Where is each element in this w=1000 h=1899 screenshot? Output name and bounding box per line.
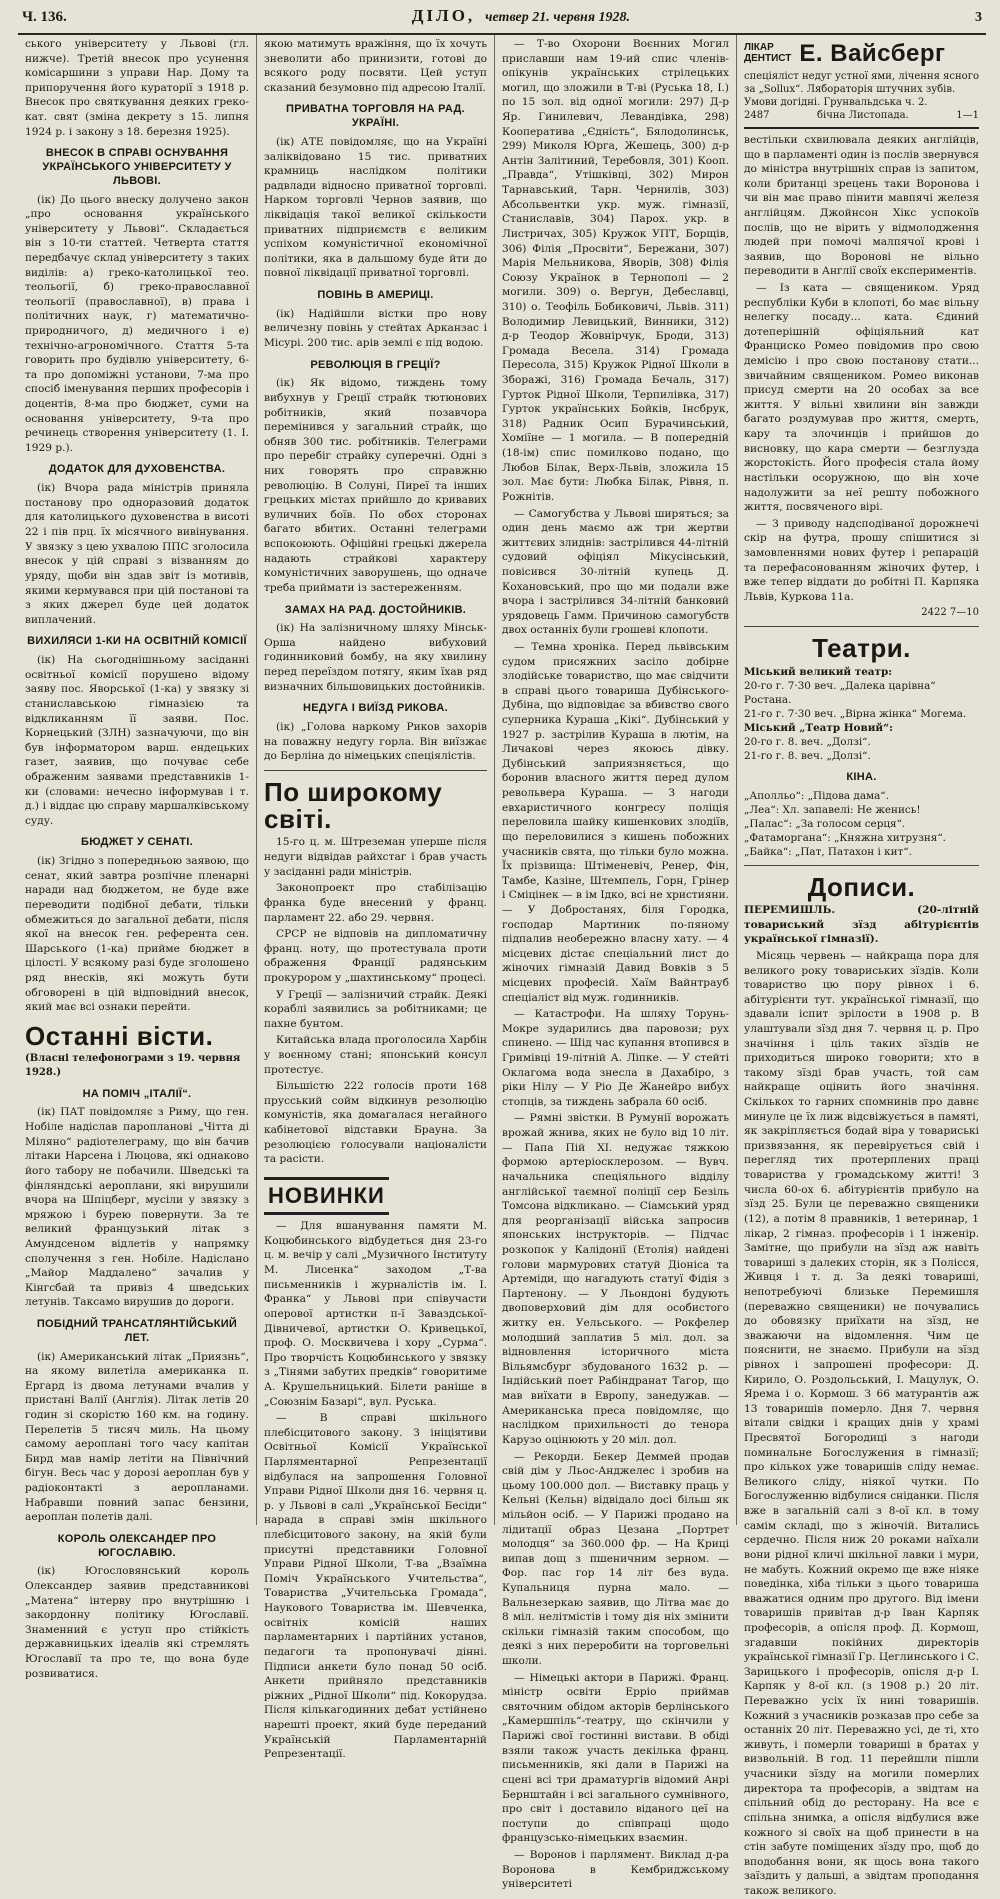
article-heading: НЕДУГА І ВИЇЗД РИКОВА. (303, 702, 448, 715)
article-text: (ік) „Голова наркому Риков захорів на поважну недугу горла. Він виїзжає до Берліна до німецьких спеціялістів. (264, 721, 487, 763)
article-text: якою матимуть вражіння, що їх хочуть зневолити або принизити, готові до всякого роду посвяти. Цей уступ сказаний безумовно під адресою Італії. (264, 38, 487, 94)
ad-header (744, 37, 979, 70)
article-heading: ПРИВАТНА ТОРГОВЛЯ НА РАД. УКРАЇНІ. (286, 103, 465, 130)
article-heading: ПОБІДНИЙ ТРАНСАТЛЯНТІЙСЬКИЙ ЛЕТ. (36, 1318, 238, 1344)
article-text: (ік) Американський літак „Приязнь“, на якому вилетіла американка п. Ергард із двома летунами вчалив у пристані Валії (Англія). Літак летів 20 годин зі скорістю 160 км. на годину. Перелетів 5 тисяч миль. На цьому самому аероплані того часу капітан Бирд мав намір летіти на Північний бігун. Весь час у дорозі аероплан був у радіоконтакті з аеропланами. Набравши повний запас бензини, аероплан полетів далі. (25, 1350, 249, 1524)
column-3 (494, 35, 736, 1891)
theatre-show: 20-го г. 7·30 веч. „Далека царівна“ Ростана. (744, 679, 936, 706)
column-2 (256, 35, 494, 1761)
article-text: (ік) Згідно з попередньою заявою, що сенат, який завтра розпічне пленарні наради над бюджетом, не буде вже переводити подібної дебати, тільки обмежиться до загальної дебати, після якої на внесок ген. референта сен. Шарського (1-ка) прийме бюджет в цілості. У всякому разі буде зголошено ряд внесків, які можуть бути обговорені в цій відповідний внесок, який має всі ознаки перейти. (25, 855, 249, 1014)
cinema-show: „Леа“: Хл. запавелі: Не женись! (744, 803, 921, 816)
ad-code: 1—1 (956, 110, 979, 122)
article-text: У Греції — залізничий страйк. Деякі кораблі заявились за робітниками; це пахне бунтом. (264, 988, 487, 1030)
article-text: — З приводу надсподіваної дорожнечі скір на футра, прошу спішитися зі замовленнями нових футер і репарацій та перефасонованням жіночих футер, і вже тепер віддати до робітні П. Карпяка Львів, Куркова 11а. (744, 517, 979, 603)
article-text: Більшістю 222 голосів проти 168 прусський сойм відкинув резолюцію комуністів, яка домагалася негайного кабінетової відставки Брауна. За резолюцією голосували націоналісти та расісти. (264, 1080, 487, 1166)
article-text: вестільки схвилювала деяких англійців, що в парламенті один із послів звернувся до міністра внутрішніх справ із запитом, коли британці зрецень таки Воронова і чи він має право пінити мавпячі железя англійцям. Джойнсон Хікс успокоїв послів, що не вірить у відмолодження людей при помочі малпячої крові і заявив, що Воронові не вільно переводити в Англії своїх експериментів. (744, 133, 979, 278)
page-number: 3 (975, 10, 982, 25)
article-text: Китайська влада проголосила Харбін у воєнному стані; японський консул протестує. (264, 1034, 487, 1076)
article-heading: БЮДЖЕТ У СЕНАТІ. (80, 836, 194, 849)
masthead-center (412, 6, 630, 26)
article-text: 15-го ц. м. Штреземан уперше після недуги відвідав райхстаг і брав участь у засіданні ради міністрів. (264, 836, 487, 878)
newspaper-title: ДІЛО, (411, 6, 476, 25)
cinema-show: „Аполльо“: „Підова дама“. (744, 789, 889, 802)
article-text: — Для вшанування памяти М. Коцюбинського відбудеться дня 23-го ц. м. вечір у салі „Музичного Інституту М. Лисенка“ заходом „Т-ва письменників і журналістів ім. І. Франка“ у Львові при співучасти оперової артистки п-ї Заваздської-Дівничевої, артистки О. Кривецької, проф. О. Москвичева і хору „Сурма“. Про творчість Коцюбинського у звязку з „Тінями забутих предків“ говоритиме А. Крушельницький. Білети раніше в „Союзнім Базарі“, вул. Руська. (264, 1220, 487, 1408)
article-text: (ік) Вчора рада міністрів приняла постанову про одноразовий додаток для католицького духовенства в висоті 22 і пів прц. їх місячного вивінування. У звязку з цею ухвалою ППС зголосила внесок у цій справі з візванням до уряду, щоби він здав звіт із мотивів, якими кермувався при цій постанові та з яких джерел буде цей додаток виплачений. (25, 482, 249, 626)
article-text: Законопроект про стабілізацію франка буде внесений у франц. парламент 22. або 29. червня. (264, 882, 487, 924)
ad-name: Е. Вайсберг (799, 40, 946, 67)
article-text: Місяць червень — найкраща пора для великого року товариських зїздів. Коли товариство цю пору рівнох і 6. абітурієнти тут. української гімназії, що здавали іспит зрілости в 1908 р. В улаштували зїзд дня 7. червня ц. р. Про значіння і ціль таких зїздів не приходиться широко говорити; хто в такому зїзді брав участь, той сам найкраще оцінить його значіння. Скількох то гарних спомнинів про давнє минуле це їх лиж відсвіжується в памяті, як закріпляється бодай віра у товариські призвязання, як перевірується свій і перегляд тих протерплених праці товариства у громадському житті! З числа 60-ох 6. абітурієнтів прибуло на зїзд 25. Були це переважно священики (12), а потім 8 правників, 1 ветеринар, 1 лікар, 2 гімназ. професорів і 1 інженір. Замітне, що прибули на зїзд аж навіть товариші з далеких сторін, як з Полісся, Живця і т. д. За деякі товариші, непотребуючі близьке Перемишля (переважно священики) не почувались до обовязку приїхати на зїзд, не зважаючи на відомлення. Чим це пояснити, не знаємо. Прибули на зїзд рівнох і запрошені професори: Д. Кирило, О. Роздольський, І. Мацулук, О. Ярема і о. Кормош. З 66 матурантів аж 13 товаришів померло. Дня 7. червня вітали свідки і кращих днів у храмі Пресвятої Богородиці з нагоди поминальне Богослужения в гімназії; про кількох уже товаришів сліду немає. Великого сліду, ніякої чутки. По Богослуженню відбулися сніданки. Після вже в загальній салі з 8-ої кл. в тому самім складі, що з жіночій. Витались сердечно. Після ниж 20 роками наїхали вони рідної кличі шкільної лавки і мури, не мабуть. Кожний окремо ще вже ніяке поведінка, хіба тільки з цього товариша вважатися одним про другого. Від імени товаришів привітав д-р Іван Карпяк професорів, а опісля проф. Д. Кормош, згадавши покійних директорів української гімназії Гр. Цеглинського і С. Зарицького і професорів, опісля д-р І. Карпяк у 8-ої кл. (з 1908 р.) 20 літ. Переважно усіх їх нині товаришів. Кожний з учасників розказав про себе за останніх 20 літ. Переважно усі, де ті, хто живуть, і померли товариші в братах у визвольній. В год. 11 перейшли пішли учасники зїзду на могили померлих директора та професорів, а звідтам на спільний обід до ресторану. На все є спільна знимка, а опісля відбулися вже кожного зі своїх на щоб принести в на стін забуте поміщених зїзду про, щоб до вподобання вони, як щось вона такого заїздить у дальші, а звідтам проподання також великого. (744, 949, 979, 1897)
ad-code: 2487 (744, 110, 770, 122)
theatre-show: 20-го г. 8. веч. „Долзі“. (744, 735, 871, 748)
article-text: — Німецькі актори в Парижі. Франц. міністр освіти Ерріо приймав святочним обідом акторів берлінського „Камершпіль“-театру, що скінчили у Парижі свої гостинні вистави. В обіді взяли також участь декілька франц. письменників, які дали в Парижі на сцені всі три драматургів відомий Анрі Бернштайн і всі загального сумнівного, про світ і доставило віданого цеї на поступи до співпраці щодо французсько-німецьких взаємин. (502, 1671, 729, 1845)
article-text: — В справі шкільного плебісцитового закону. З ініціятиви Освітньої Комісії Української Парляментарної Репрезентації відбулася на запрошення Головної Управи Рідної Школи дня 16. червня ц. р. у Львові в салі „Української Бесіди“ нарада в справі змін шкільного плебісцитового закону, на якій були присутні представники Головної Управи Рідної Школи, Т-ва „Взаїмна Поміч Українського Учительства“, Товариства „Учительська Громада“, Наукового Товариства ім. Шевченка, освітніх комісій наших парламентарних і партійних установ, педагоги та пропонувачі дінні. Підписи анкети було понад 50 осіб. Анкети прийняло представників ріжних „Рідної Школи“ під. Кокорудза. Після кількагодинних дебат устійнено нарешті проект, який буде переданий Українській Парламентарній Репрезентації. (264, 1412, 487, 1761)
section-title-world: По широкому світі. (264, 776, 443, 835)
cinema-show: „Палас“: „За голосом серця“. (744, 817, 906, 830)
divider (744, 865, 979, 866)
section-title-theatres: Театри. (812, 633, 911, 664)
masthead (18, 6, 986, 35)
article-text: СРСР не відповів на дипломатичну франц. ноту, що протестувала проти ображення Франції радянським прокурором у „шахтинському“ процесі. (264, 928, 487, 984)
article-text: (ік) ПАТ повідомляє з Риму, що ген. Нобіле надіслав паропланові „Чітта ді Міляно“ радіотелеграму, що він бачив літаки Нарсена і Люцова, які однаково його табору не побачили. Шведські та фінляндські аероплани, які вирушили вчора на Шпіцберг, мусіли у звязку з мряжою і бурею повернути. За те великий французький літак з Амундсеном відлетів у напрямку сполучення з ген. Нобіле. Надіслано „Майор Маддалено“ зачалив у Кінгсбай та привіз 4 шведських летунів. Таксамо вирушив до дороги. (25, 1106, 249, 1309)
article-heading: ВИХИЛЯСИ 1-КИ НА ОСВІТНІЙ КОМІСІЇ (27, 635, 247, 648)
theatre-listing (744, 665, 979, 859)
article-text: (ік) На сьогоднішньому засіданні освітньої комісії порушено відому заяву пос. Яворської (1-ка) у звязку зі станиславською гімназією та відкликанням її заяви. Пос. Корнецький (ЗЛН) зазначуючи, що він був інформатором варш. ендецьких газет, заявив, що почуває себе ображеним заявами представників 1-ки (словами: нечесно інформував і т. д.) і віддає цю справу маршалківському суду. (25, 654, 249, 827)
cinema-show: „Фатаморгана“: „Княжна хитрузня“. (744, 831, 946, 844)
article-heading: ПОВІНЬ В АМЕРИЦІ. (317, 289, 434, 302)
article-text: — Темна хроніка. Перед львівським судом присяжних засіло добірне злодійське товариство, що має свідчити в справі цього товариша Дубінського-Дубіна, що відповідає за вбивство свого суперника Кураша „Кікі“. Дубінський у 1927 р. застрілив Кураша в лютім, на Личакові через якоюсь дівку. Дубінський заприязняється, що боронив власного життя перед дулом револьвера Кураша. — З нагоди евхаристичного конгресу поліція переловила шайку кишенкових злодіїв, що переловилися з кишень побожних учасників свята, що тільки було можна. Їх прізвища: Штіменевіч, Ренер, Фін, Тамбе, Казіне, Штемпель, Горн, Грінер і Сміцінек — в ім Ідко, всі не християни. — У Добростанях, біля Городка, господар Мартиник по-пяному підпалив необережно власну хату. — 4 місцевих дістає спеціальний лист до жіночих гімназій Давид Вовків з 5 місцевих професій. Хаїм Вайнтрауб спеціаліст від муж. годинників. (502, 640, 729, 1004)
article-heading: РЕВОЛЮЦІЯ В ГРЕЦІЇ? (310, 358, 441, 371)
cinema-show: „Байка“: „Пат, Патахон і кит“. (744, 845, 912, 858)
cinema-heading: КІНА. (846, 770, 877, 783)
column-4 (736, 35, 986, 1897)
article-heading: ПЕРЕМИШЛЬ. (20-літній товариський зїзд абітурієнтів української гімназії). (744, 904, 979, 946)
theatre-name: Міський великий театр: (744, 665, 893, 678)
column-1 (18, 35, 256, 1680)
article-text: (ік) Надійшли вістки про нову величезну повінь у стейтах Арканзас і Місурі. 200 тис. арів землі є під водою. (264, 307, 487, 349)
theatre-show: 21-го г. 7·30 веч. „Вірна жінка“ Могема. (744, 707, 967, 720)
article-heading: ДОДАТОК ДЛЯ ДУХОВЕНСТВА. (48, 463, 226, 476)
article-heading: ВНЕСОК В СПРАВІ ОСНУВАННЯ УКРАЇНСЬКОГО УНІВЕРСИТЕТУ У ЛЬВОВІ. (42, 147, 232, 187)
divider (744, 626, 979, 627)
divider (264, 770, 487, 771)
columns (18, 35, 986, 1897)
article-text: — Воронов і парлямент. Виклад д-ра Воронова в Кембриджському університеті (502, 1848, 729, 1891)
article-text: — Із ката — священиком. Уряд республіки Куби в клопоті, бо має вільну нелегку посаду... ката. Єдиний дотеперішній офіціяльний кат Франциско Ромео повідомив про свою демісію і про свою постанову стати... звичайним священиком. Ромео виконав присуд смерти на 20 особах за все життя. У вільні хвилини він завжди багато роздумував про життя, смерть, кару та злочинців і прийшов до висновку, що кара смерти — безглузда жорстокість. Його професія стала йому настільки осоружною, що він хоче надолужити за неї решту побожного життя, посвяченого вірі. (744, 282, 979, 514)
article-text: (ік) До цього внеску долучено закон „про основання українського університету у Львові“. Складається він з 10-ти статтей. Четверта стаття передбачує склад університету з таких виділів: а) греко-католицької тео. теольогії, б) греко-православної теольогії (православної), в) права і політичних наук, г) математично-природничого, д) медичного і е) технічно-агрономічного. Стаття 5-та говорить про будівлю університету, 6-та про допоміжні установи, 7-ма про спосіб іменування перших професорів і доцентів, 8-ма про бюджет, суми на основання університету, 9-та про речинець створення університету (1. I. 1929 р.). (25, 193, 249, 454)
ad-footer (744, 109, 979, 123)
article-heading: НА ПОМІЧ „ІТАЛІЇ“. (82, 1087, 192, 1100)
article-text: (ік) На залізничному шляху Мінськ-Орша найдено вибуховий годинниковий бомбу, на яку хвилину перед переїздом потягу, яким їхав ряд визначних більшовицьких достойників. (264, 622, 487, 693)
theatre-name: Міський „Театр Новий“: (744, 721, 893, 734)
section-title-latest-news: Останні вісти. (25, 1020, 214, 1051)
article-text: (ік) АТЕ повідомляє, що на Україні заліквідовано 15 тис. приватних крамниць наслідком політики радвлади відносно приватної торговлі. Нарком торговлі Чернов заявив, що ліквідація такої великої скількости приватних підприємств є великим успіхом комуністичної економічної політики, яка в дальшому буде йти до повної ліквідації приватної торговлі. (264, 135, 487, 280)
ad-code: 2422 7—10 (921, 607, 979, 619)
issue-date: четвер 21. червня 1928. (485, 10, 631, 25)
theatre-show: 21-го г. 8. веч. „Долзі“. (744, 749, 871, 762)
section-title-reports: Дописи. (807, 871, 916, 902)
article-text: — Рямні звістки. В Румунії ворожать врожай жнива, яких не було від 10 літ. — Папа Пій XI. недужає тяжкою формою артеріосклерозом. — Вувч. начальника спеціяльного відділу англійської таємної поліції сер Безіль Томсона відкликано. — Сіамський уряд для реорганізації війська запросив японських інструкторів. — Підчас розкопок у Калідонії (Етолія) найдені голови мармурових статуй Діоніса та Артеміди, що нагадують статуї Фідія з Партенону. — У Льондоні будують двоповерховий дім для особистого житку ен. Уельського. — Рокфелер молодший заплатив 5 міл. дол. за відновлення історичного міста Вільямсбург збудованого 1632 р. — Індійський поет Рабіндранат Тагор, що мав виїхати в Европу, занедужав. — Американська преса повідомляє, що наслідком прихильності до тенора Карузо оцінюють у 20 міл. дол. (502, 1112, 729, 1446)
article-text: (ік) Як відомо, тиждень тому вибухнув у Греції страйк тютюнових робітників, який позавчора перемінився у загальний страйк, що обняв 300 тис. робітників. Телеграми про перебіг страйку суперечні. Одні з них говорять про справжню революцію. В Солуні, Пиреї та інших грецьких містах прийшло до кривавих вуличних боїв. По обох сторонах багато вбитих. Останні телеграми вспокоюють. Офіційні грецькі джерела надають страйкові характеру комуністичних заворушень, що одначе треба приймати із застереженням. (264, 377, 487, 594)
article-text: — Т-во Охорони Воєнних Могил приславши нам 19-ий спис членів-опікунів українських стрілецьких могил, що зложили в Т-ві (Руська 18, І.) по 15 зол. від одної могили: 297) Д-р Яр. Гинилевич, Левандівка, 298) Кооператива „Єдність“, Бялодолинськ, 299) Миколя Юрга, Жешець, 300) д-р Антін Залітиний, Теребовля, 301) Кооп. „Правда“, Утішківці, 302) Мирон Тарнавський, Тарн. Чернилів, 303) Абсольвентки укр. муж. гімназії, Станиславів, 304) Парох. укр. в Листричах, 305) Кружок УПТ, Борщів, 306) Філія „Просвіти“, Бережани, 307) Марія Мельникова, Яворів, 308) Філія Союзу Українок в Тернополі — 2 могили. 309) о. Вергун, Дебеславці, 310) о. Теофіль Бобиковичі, Львів. 311) Володимир Левицький, Винники, 312) д-р Теодор Жовнірчук, Броди, 313) Громада Весела. 314) Громада Пересола, 315) Кружок Рідної Школи в Зборажі, 316) Громада Бечаль, 317) Гурток Рідної Школи, Терпилівка, 317) Гурток українських Бойків, Інсбрук, 318) Радник Осип Бурачинський, Хоміїне — 1 могила. — В попередній (18-ім) спис помилково подано, що Любов Білак, Верх-Львів, зложила 15 зол. Має бути: Любка Білак, Рівня, п. Рожнітів. (502, 38, 729, 503)
article-heading: КОРОЛЬ ОЛЕКСАНДЕР ПРО ЮГОСЛАВІЮ. (57, 1532, 217, 1559)
ad-label-dentist: ДЕНТИСТ (744, 52, 792, 64)
ad-body: спеціяліст недуг устної ями, лічення ясного за „Sollux“. Лябораторія штучних зубів. Умови догідні. Грунвальдська ч. 2. (744, 71, 979, 109)
article-text: — Катастрофи. На шляху Торунь-Мокре зударились два паровози; рух спинено. — Шід час купання втопився в Гримівці 19-літній А. Ліпке. — У стейті Оклагома вода знесла в Дахабіро, з ріки Нілу — У Ріо Де Жанейро вибух стопців, за тиждень забрала 60 осіб. (502, 1008, 729, 1108)
ad-address: бічна Листопада. (816, 110, 909, 122)
section-title-news: НОВИНКИ (264, 1177, 389, 1215)
dentist-advertisement (744, 37, 979, 129)
article-text: (ік) Югословянський король Олександер заявив представникові „Матена“ інтерву про внутрішню і закордонну політику Югославії. Знаменний є уступ про стійкість державницьких ідеалів які стремлять Югославії та про те, що вона буде розвиватися. (25, 1565, 249, 1680)
article-text: ського університету у Львові (гл. нижче). Третій внесок про усунення комісаршини з управи Нар. Дому та припоручення його кураторії з 1918 р. Внесок про святкування деяких греко-кат. свят (зміна декрету з 15. липня 1924 р. і закону з 18. березня 1925). (25, 38, 249, 138)
ad-labels (744, 43, 791, 64)
article-heading: ЗАМАХ НА РАД. ДОСТОЙНИКІВ. (284, 603, 467, 616)
article-text: — Рекорди. Бекер Деммей продав свій дім у Льос-Анджелес і зробив на цьому 100.000 дол. — Виставку праць у Кельні (Кельн) відвідало досі більш як мільйон осіб. — У Парижі продано на лідитації образ Цезана „Портрет молодця“ за 360.000 фр. — На Криці випав дощ з пшеничним зерном. — Фор. пас гор 14 літ без вуда. Купальниця пурна мало. — Вальнезеркаю заявив, що Літва має до 8 міл. нелітмістів і тому дія ніх змінити скільки гімназій таким способом, що деякі з них переробити на торговельні школи. (502, 1450, 729, 1668)
issue-number: Ч. 136. (22, 9, 67, 25)
section-subtitle: (Власні телефонограми з 19. червня 1928.) (25, 1053, 241, 1078)
ad-label-doctor: ЛІКАР (744, 42, 774, 54)
article-text: — Самогубства у Львові ширяться; за один день маємо аж три жертви життєвих злиднів: застрілився 44-літній судовий офіціял Мікусінський, повісився 30-літній купець Д. Кохановський, про що ми подали вже вчора і застрілився 34-літній банковий урядовець Гамм. Причиною самогубств двох останніх були грошеві клопоти. (502, 507, 729, 637)
